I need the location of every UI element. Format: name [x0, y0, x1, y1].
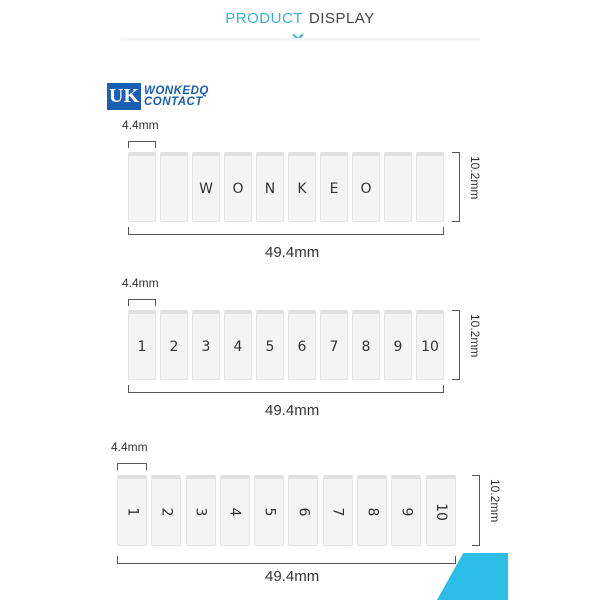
title-display: DISPLAY [308, 10, 375, 27]
tag-text: 10 [432, 503, 449, 521]
header-divider [120, 38, 480, 42]
marker-tag [384, 152, 412, 222]
marker-tag [416, 152, 444, 222]
tag-width-label: 4.4mm [122, 118, 159, 132]
marker-tag [160, 152, 188, 222]
logo-line1: WONKEDQ [144, 84, 209, 97]
marker-tag [128, 310, 156, 380]
tag-text: 6 [297, 338, 307, 355]
tag-text: 1 [123, 507, 140, 517]
height-label: 10.2mm [468, 156, 482, 200]
marker-tag [352, 152, 380, 222]
length-label: 49.4mm [265, 568, 320, 585]
tag-text: N [264, 180, 276, 197]
marker-tag [320, 310, 348, 380]
marker-tag [256, 152, 284, 222]
tag-text: 8 [364, 507, 381, 517]
marker-strip [117, 475, 456, 546]
tag-width-bracket [128, 299, 156, 306]
marker-tag [320, 152, 348, 222]
marker-tag [151, 475, 181, 546]
marker-tag [192, 310, 220, 380]
marker-tag [288, 152, 316, 222]
tag-text: E [329, 180, 339, 197]
marker-tag [323, 475, 353, 546]
marker-tag [391, 475, 421, 546]
marker-tag [288, 310, 316, 380]
tag-width-label: 4.4mm [111, 440, 148, 454]
length-bracket [128, 227, 444, 235]
height-bracket [452, 152, 460, 222]
length-label: 49.4mm [265, 244, 320, 261]
tag-text: 3 [192, 507, 209, 517]
length-bracket [117, 556, 456, 564]
height-bracket [452, 310, 460, 380]
marker-tag [288, 475, 318, 546]
length-bracket [128, 385, 444, 393]
tag-text: 3 [201, 338, 211, 355]
tag-width-label: 4.4mm [122, 276, 159, 290]
tag-text: 5 [265, 338, 275, 355]
marker-tag [352, 310, 380, 380]
tag-text: 4 [226, 507, 243, 517]
tag-text: 9 [398, 507, 415, 517]
height-label: 10.2mm [488, 479, 502, 523]
marker-tag [254, 475, 284, 546]
logo-line2: CONTACT [144, 95, 203, 108]
height-label: 10.2mm [468, 314, 482, 358]
title-product: PRODUCT [225, 10, 303, 27]
tag-text: 10 [421, 338, 439, 355]
tag-text: W [199, 180, 213, 197]
tag-text: 4 [233, 338, 243, 355]
tag-text: 1 [137, 338, 147, 355]
marker-tag [224, 152, 252, 222]
tag-text: K [297, 180, 307, 197]
tag-width-bracket [117, 463, 147, 470]
marker-tag [416, 310, 444, 380]
marker-strip [128, 310, 444, 380]
marker-strip [128, 152, 444, 222]
tag-text: 9 [393, 338, 403, 355]
section-title [0, 10, 600, 27]
height-bracket [472, 475, 480, 546]
marker-tag [256, 310, 284, 380]
tag-text: 5 [261, 507, 278, 517]
marker-tag [224, 310, 252, 380]
marker-tag [128, 152, 156, 222]
tag-text: O [232, 180, 244, 197]
marker-tag [160, 310, 188, 380]
marker-tag [192, 152, 220, 222]
tag-width-bracket [128, 141, 156, 148]
marker-tag [186, 475, 216, 546]
marker-tag [220, 475, 250, 546]
marker-tag [426, 475, 456, 546]
tag-text: O [360, 180, 372, 197]
tag-text: 7 [329, 338, 339, 355]
length-label: 49.4mm [265, 402, 320, 419]
tag-text: 2 [169, 338, 179, 355]
tag-text: 8 [361, 338, 371, 355]
tag-text: 2 [158, 507, 175, 517]
marker-tag [384, 310, 412, 380]
marker-tag [357, 475, 387, 546]
logo-mark: UK [107, 83, 141, 110]
tag-text: 7 [329, 507, 346, 517]
marker-tag [117, 475, 147, 546]
brand-logo [107, 83, 209, 110]
tag-text: 6 [295, 507, 312, 517]
